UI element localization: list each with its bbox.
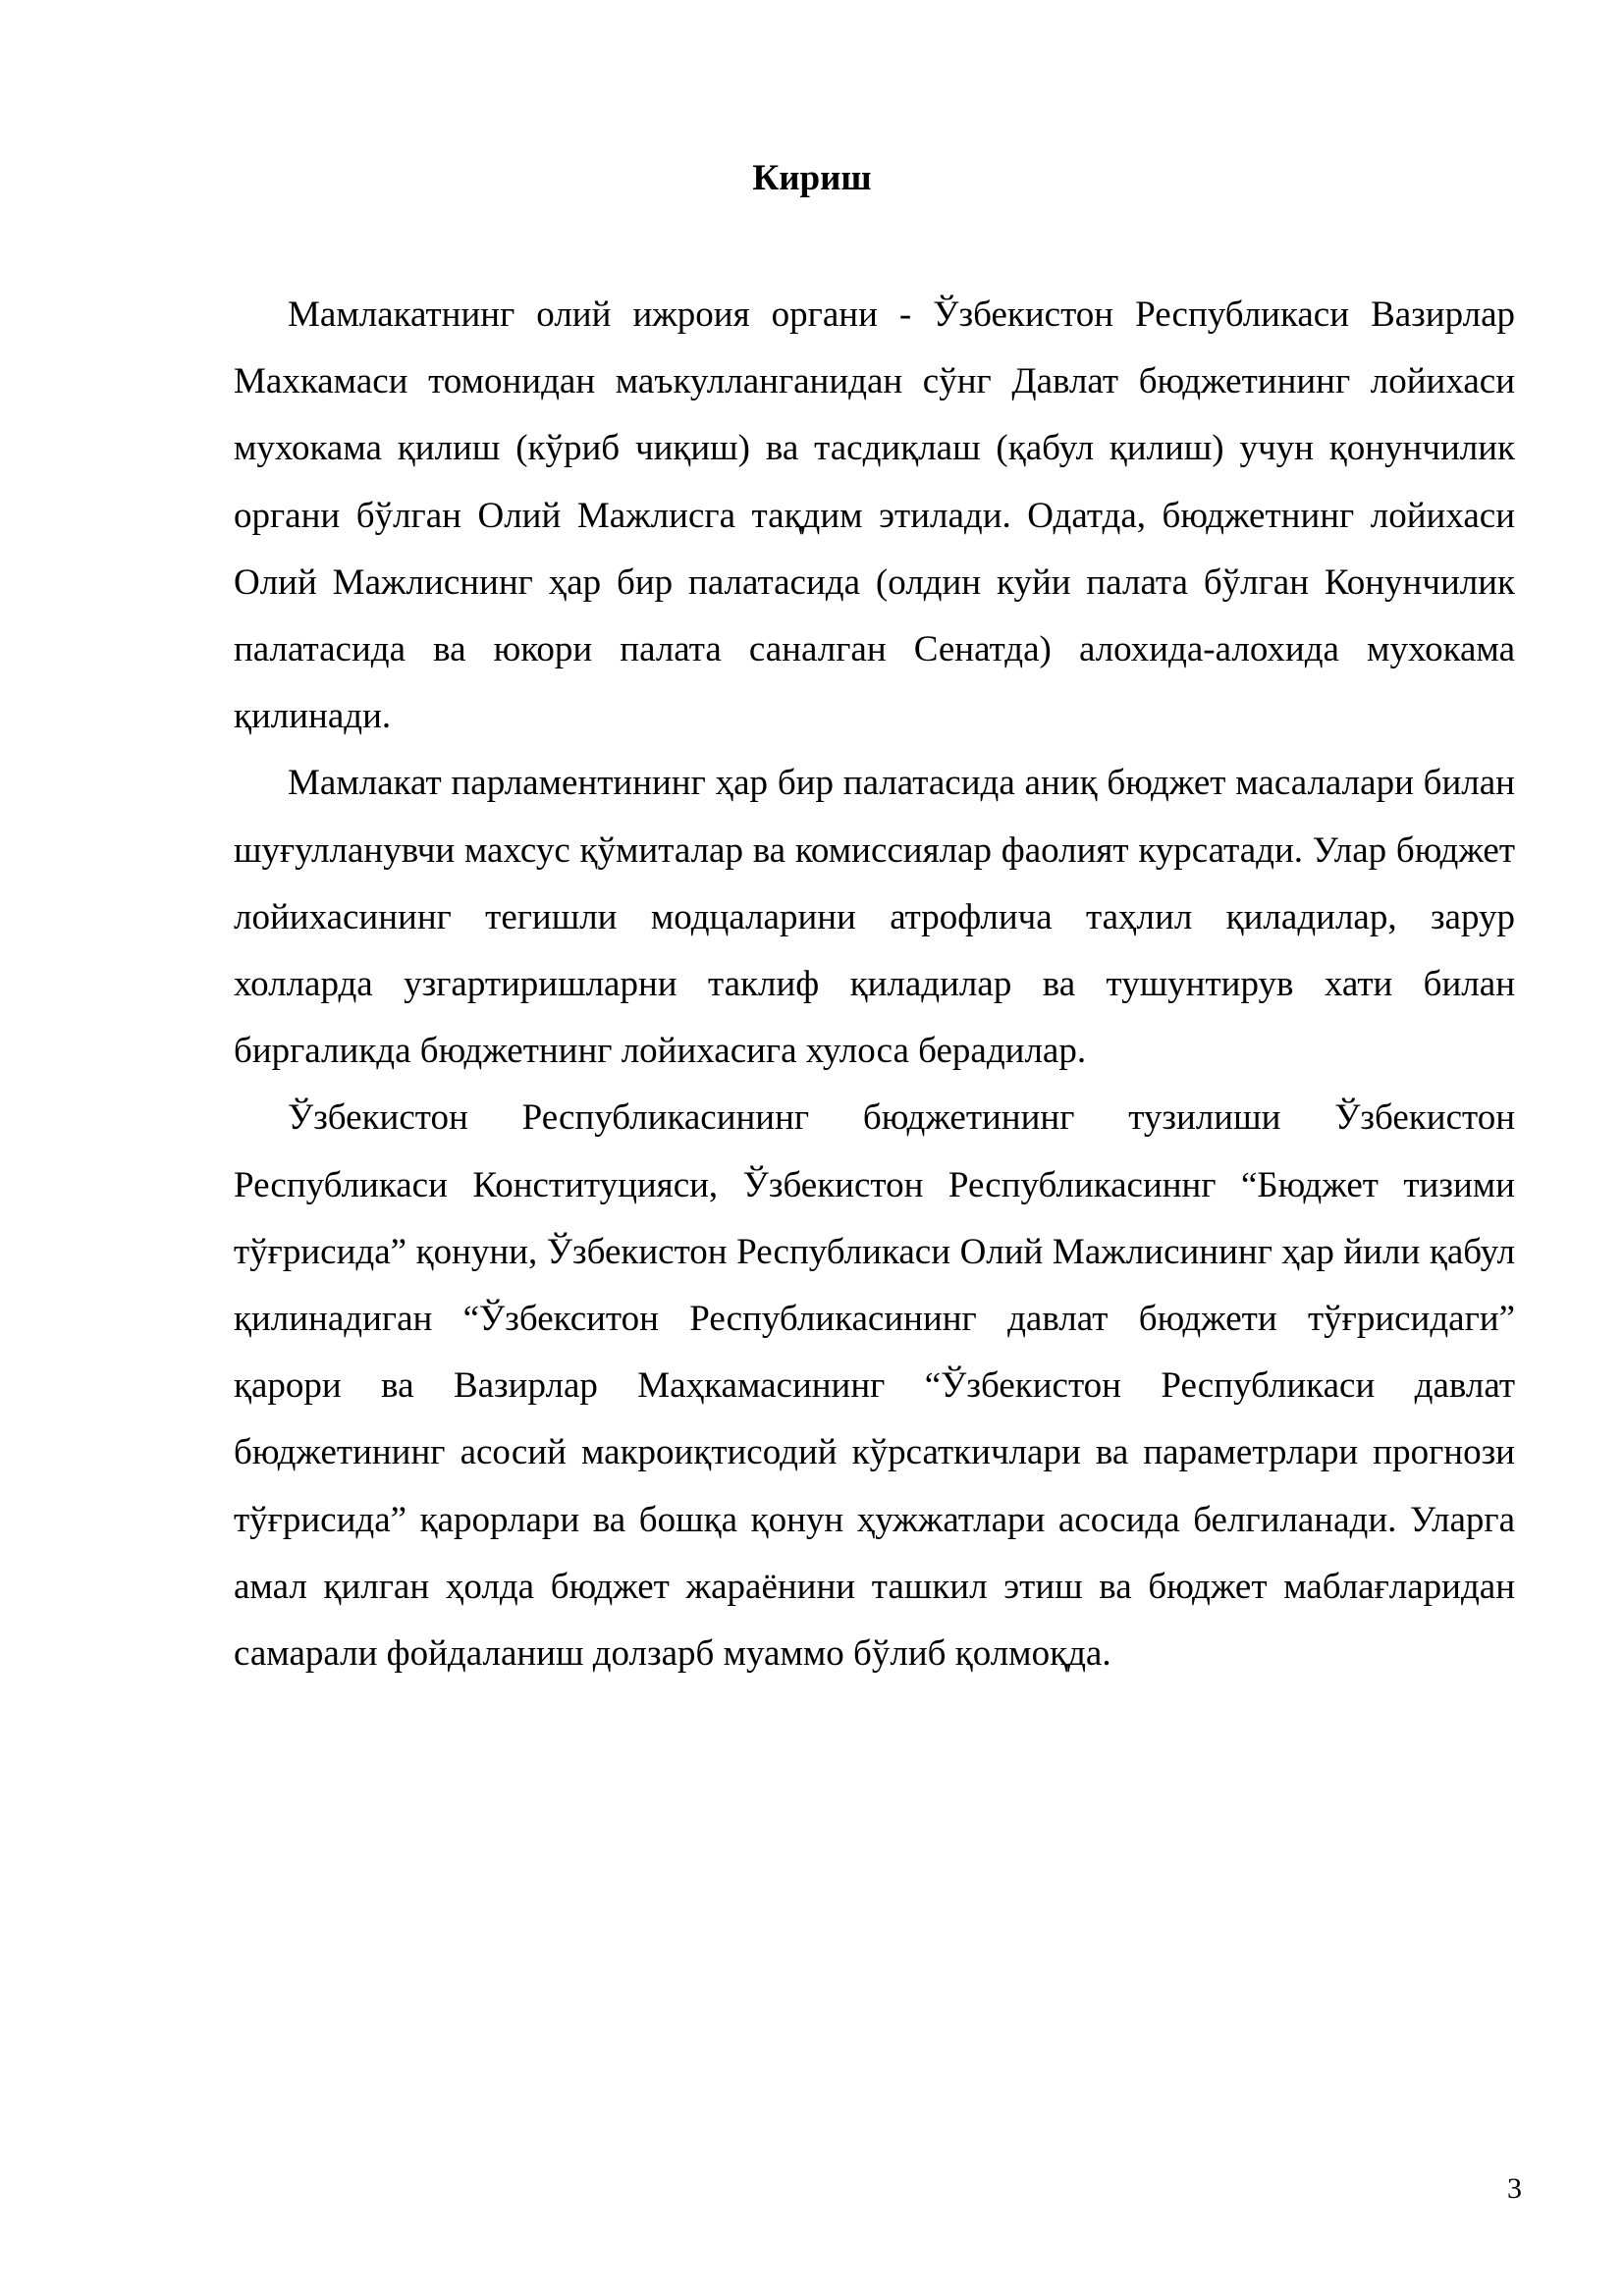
paragraph-3: Ўзбекистон Республикасининг бюджетининг тузилиши Ўзбекистон Республикаси Конституцияси, Ўзбекистон Республикасиннг “Бюджет тизими тўғрисида” қонуни, Ўзбекистон Республикаси Олий Мажлисининг ҳар йили қабул қилинадиган “Ўзбекситон Республикасининг давлат бюджети тўғрисидаги” қарори ва Вазирлар Маҳкамасининг “Ўзбекистон Республикаси давлат бюджетининг асосий макроиқтисодий кўрсаткичлари ва параметрлари прогнози тўғрисида” қарорлари ва бошқа қонун ҳужжатлари асосида белгиланади. Уларга амал қилган ҳолда бюджет жараёнини ташкил этиш ва бюджет маблағларидан самарали фойдаланиш долзарб муаммо бўлиб қолмоқда.	[234, 1097, 1515, 1675]
paragraph-2: Мамлакат парламентининг ҳар бир палатасида аниқ бюджет масалалари билан шуғулланувчи махсус қўмиталар ва комиссиялар фаолият курсатади. Улар бюджет лойихасининг тегишли модцаларини атрофлича таҳлил қиладилар, зарур холларда узгартиришларни таклиф қиладилар ва тушунтирув хати билан биргаликда бюджетнинг лойихасига хулоса берадилар.	[234, 763, 1515, 1072]
body-text	[234, 282, 1515, 1687]
page-number: 3	[1507, 2172, 1522, 2205]
paragraph-1: Мамлакатнинг олий ижроия органи - Ўзбекистон Республикаси Вазирлар Махкамаси томонидан маъкулланганидан сўнг Давлат бюджетининг лойихаси мухокама қилиш (кўриб чиқиш) ва тасдиқлаш (қабул қилиш) учун қонунчилик органи бўлган Олий Мажлисга тақдим этилади. Одатда, бюджетнинг лойихаси Олий Мажлиснинг ҳар бир палатасида (олдин куйи палата бўлган Конунчилик палатасида ва юкори палата саналган Сенатда) алохида-алохида мухокама қилинади.	[234, 294, 1515, 737]
page-title: Кириш	[752, 158, 872, 198]
